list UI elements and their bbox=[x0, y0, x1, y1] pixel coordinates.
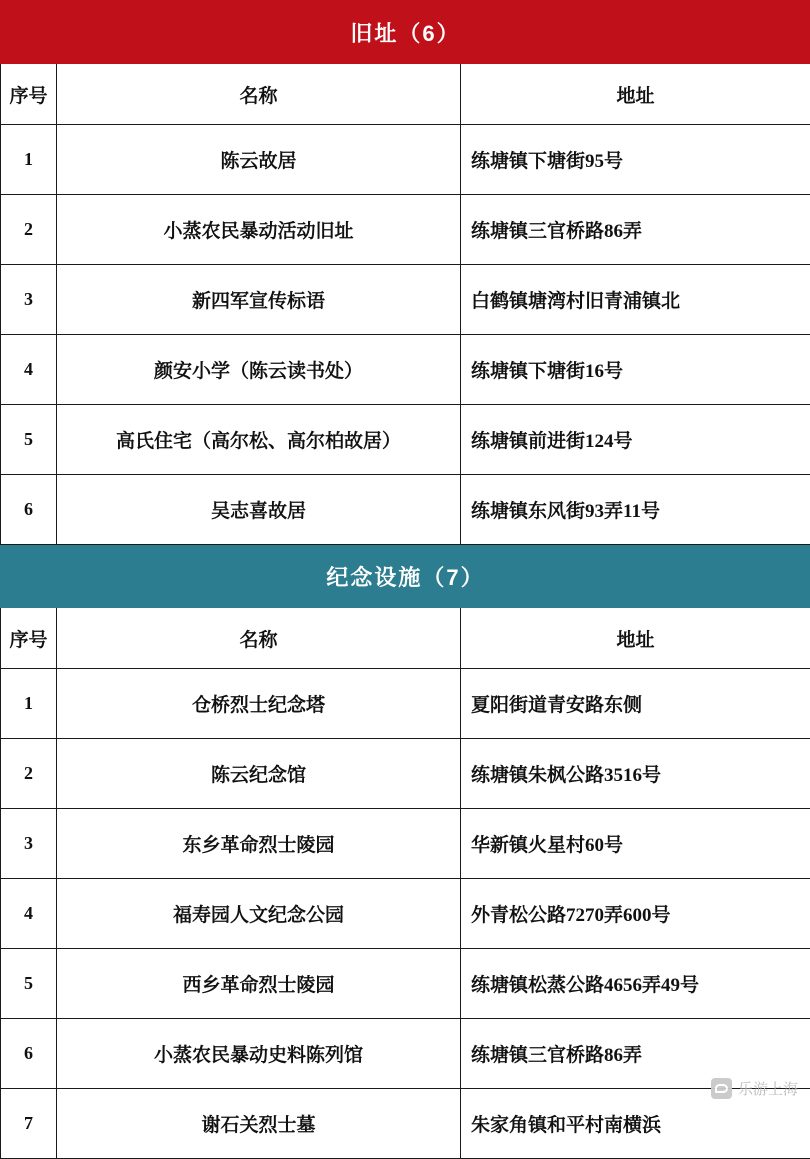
section-title-text: 纪念设施（7） bbox=[1, 545, 810, 608]
table-row bbox=[1, 809, 810, 879]
section-header-former-sites bbox=[1, 1, 810, 64]
column-header-address: 地址 bbox=[461, 608, 810, 669]
row-address: 华新镇火星村60号 bbox=[461, 809, 810, 879]
table-row bbox=[1, 739, 810, 809]
row-address: 练塘镇松蒸公路4656弄49号 bbox=[461, 949, 810, 1019]
table-row bbox=[1, 669, 810, 739]
row-name: 小蒸农民暴动史料陈列馆 bbox=[57, 1019, 461, 1089]
table-row bbox=[1, 1019, 810, 1089]
row-address: 外青松公路7270弄600号 bbox=[461, 879, 810, 949]
row-index: 6 bbox=[1, 475, 57, 545]
row-name: 西乡革命烈士陵园 bbox=[57, 949, 461, 1019]
row-name: 谢石关烈士墓 bbox=[57, 1089, 461, 1159]
row-index: 3 bbox=[1, 809, 57, 879]
table-row bbox=[1, 1089, 810, 1159]
row-address: 练塘镇东风街93弄11号 bbox=[461, 475, 810, 545]
section-title-text: 旧址（6） bbox=[1, 1, 810, 64]
row-index: 5 bbox=[1, 949, 57, 1019]
watermark-label: 乐游上海 bbox=[738, 1078, 798, 1099]
row-name: 高氏住宅（高尔松、高尔柏故居） bbox=[57, 405, 461, 475]
table-row bbox=[1, 949, 810, 1019]
column-header-name: 名称 bbox=[57, 608, 461, 669]
row-address: 朱家角镇和平村南横浜 bbox=[461, 1089, 810, 1159]
row-index: 2 bbox=[1, 739, 57, 809]
row-index: 4 bbox=[1, 879, 57, 949]
table-row bbox=[1, 879, 810, 949]
row-address: 练塘镇三官桥路86弄 bbox=[461, 195, 810, 265]
row-name: 新四军宣传标语 bbox=[57, 265, 461, 335]
row-index: 7 bbox=[1, 1089, 57, 1159]
row-name: 小蒸农民暴动活动旧址 bbox=[57, 195, 461, 265]
column-headers-memorial-facilities bbox=[1, 608, 810, 669]
row-name: 颜安小学（陈云读书处） bbox=[57, 335, 461, 405]
row-name: 东乡革命烈士陵园 bbox=[57, 809, 461, 879]
row-address: 练塘镇下塘街95号 bbox=[461, 125, 810, 195]
column-header-no: 序号 bbox=[1, 608, 57, 669]
section-header-memorial-facilities bbox=[1, 545, 810, 608]
row-index: 6 bbox=[1, 1019, 57, 1089]
row-index: 3 bbox=[1, 265, 57, 335]
row-index: 5 bbox=[1, 405, 57, 475]
row-index: 1 bbox=[1, 669, 57, 739]
row-name: 陈云纪念馆 bbox=[57, 739, 461, 809]
table-row bbox=[1, 475, 810, 545]
row-address: 练塘镇前进街124号 bbox=[461, 405, 810, 475]
row-name: 仓桥烈士纪念塔 bbox=[57, 669, 461, 739]
table-row bbox=[1, 405, 810, 475]
row-address: 夏阳街道青安路东侧 bbox=[461, 669, 810, 739]
row-index: 4 bbox=[1, 335, 57, 405]
table-row bbox=[1, 125, 810, 195]
row-index: 2 bbox=[1, 195, 57, 265]
row-name: 吴志喜故居 bbox=[57, 475, 461, 545]
row-address: 白鹤镇塘湾村旧青浦镇北 bbox=[461, 265, 810, 335]
table-row bbox=[1, 195, 810, 265]
row-name: 陈云故居 bbox=[57, 125, 461, 195]
row-index: 1 bbox=[1, 125, 57, 195]
row-address: 练塘镇三官桥路86弄 bbox=[461, 1019, 810, 1089]
table-row bbox=[1, 335, 810, 405]
column-header-address: 地址 bbox=[461, 64, 810, 125]
row-address: 练塘镇朱枫公路3516号 bbox=[461, 739, 810, 809]
column-header-no: 序号 bbox=[1, 64, 57, 125]
table-row bbox=[1, 265, 810, 335]
column-header-name: 名称 bbox=[57, 64, 461, 125]
row-address: 练塘镇下塘街16号 bbox=[461, 335, 810, 405]
column-headers-former-sites bbox=[1, 64, 810, 125]
row-name: 福寿园人文纪念公园 bbox=[57, 879, 461, 949]
